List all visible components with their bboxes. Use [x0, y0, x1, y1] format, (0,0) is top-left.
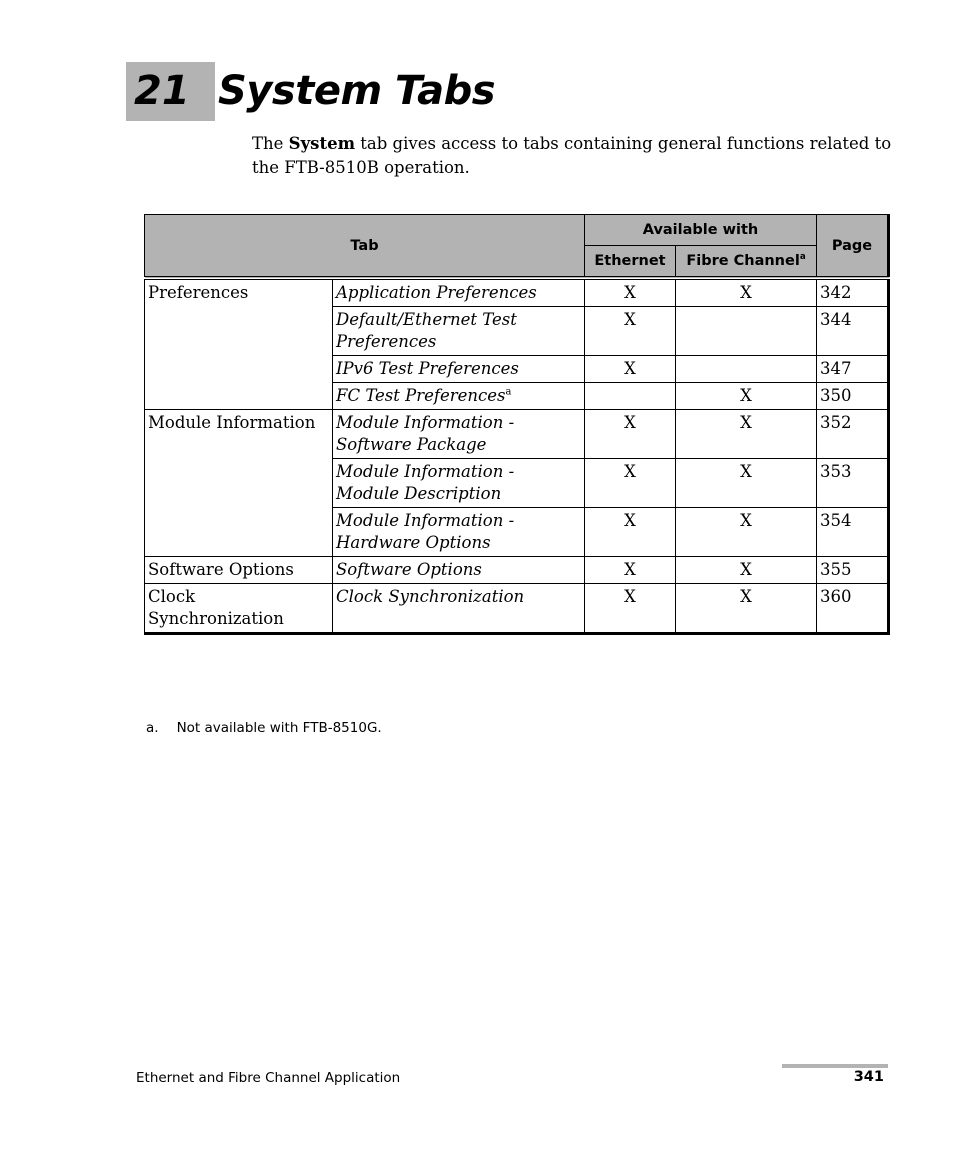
page-cell: 353: [817, 459, 889, 508]
tab-name: Application Preferences: [336, 283, 537, 302]
footnote-text: Not available with FTB-8510G.: [176, 720, 382, 736]
intro-bold-system: System: [288, 134, 356, 153]
tab-name-cell: [333, 459, 585, 508]
footer-page-number: 341: [853, 1069, 884, 1085]
fibre-channel-cell: X: [676, 459, 817, 508]
chapter-title: System Tabs: [218, 68, 496, 114]
ethernet-cell: X: [585, 307, 676, 356]
fibre-channel-cell: X: [676, 508, 817, 557]
fibre-channel-cell: X: [676, 557, 817, 584]
tab-name-cell: [333, 356, 585, 383]
tab-name: Module Information - Hardware Options: [336, 511, 515, 552]
table-body: [145, 278, 889, 634]
ethernet-cell: X: [585, 356, 676, 383]
tab-name-note: a: [505, 386, 512, 398]
page-cell: 344: [817, 307, 889, 356]
tab-name: Module Information - Module Description: [336, 462, 515, 503]
ethernet-cell: [585, 383, 676, 410]
tab-name: Clock Synchronization: [336, 587, 525, 606]
chapter-heading: [126, 62, 495, 121]
footnote-marker: a.: [146, 720, 159, 736]
fibre-channel-cell: X: [676, 383, 817, 410]
footer-rule: [782, 1064, 888, 1068]
tab-name: Software Options: [336, 560, 482, 579]
category-cell: Preferences: [145, 278, 333, 410]
ethernet-cell: X: [585, 557, 676, 584]
tab-name: FC Test Preferences: [336, 386, 506, 405]
category-cell: Module Information: [145, 410, 333, 557]
intro-text-after: tab gives access to tabs containing general functions related to the FTB-8510B operation.: [252, 134, 892, 177]
header-tab: Tab: [145, 215, 585, 279]
system-tabs-table: [144, 214, 890, 635]
intro-text-before: The: [252, 134, 289, 153]
table-row: [145, 410, 889, 459]
ethernet-cell: X: [585, 278, 676, 307]
page-cell: 354: [817, 508, 889, 557]
page-cell: 342: [817, 278, 889, 307]
page-cell: 355: [817, 557, 889, 584]
table-footnote: [146, 720, 382, 736]
table-row: [145, 584, 889, 634]
header-available-with: Available with: [585, 215, 817, 246]
tab-name: Module Information - Software Package: [336, 413, 515, 454]
page-cell: 347: [817, 356, 889, 383]
tab-name-cell: [333, 410, 585, 459]
header-ethernet: Ethernet: [585, 246, 676, 279]
table-row: [145, 278, 889, 307]
category-cell: Clock Synchronization: [145, 584, 333, 634]
footer-title: Ethernet and Fibre Channel Application: [136, 1070, 401, 1086]
tab-name-cell: [333, 584, 585, 634]
tab-name-cell: [333, 307, 585, 356]
header-fibre-channel-note: a: [799, 252, 806, 263]
tab-name-cell: [333, 383, 585, 410]
tab-name: IPv6 Test Preferences: [336, 359, 519, 378]
ethernet-cell: X: [585, 508, 676, 557]
category-cell: Software Options: [145, 557, 333, 584]
tab-name-cell: [333, 557, 585, 584]
chapter-number: 21: [126, 62, 215, 121]
header-fibre-channel-label: Fibre Channel: [686, 253, 800, 269]
intro-paragraph: [252, 132, 892, 180]
header-page: Page: [817, 215, 889, 279]
fibre-channel-cell: [676, 307, 817, 356]
tab-name: Default/Ethernet Test Preferences: [336, 310, 517, 351]
ethernet-cell: X: [585, 459, 676, 508]
table-row: [145, 557, 889, 584]
tab-name-cell: [333, 278, 585, 307]
fibre-channel-cell: X: [676, 410, 817, 459]
fibre-channel-cell: X: [676, 584, 817, 634]
page-cell: 360: [817, 584, 889, 634]
ethernet-cell: X: [585, 410, 676, 459]
tab-name-cell: [333, 508, 585, 557]
ethernet-cell: X: [585, 584, 676, 634]
fibre-channel-cell: X: [676, 278, 817, 307]
header-fibre-channel: [676, 246, 817, 279]
page-cell: 352: [817, 410, 889, 459]
page-cell: 350: [817, 383, 889, 410]
fibre-channel-cell: [676, 356, 817, 383]
